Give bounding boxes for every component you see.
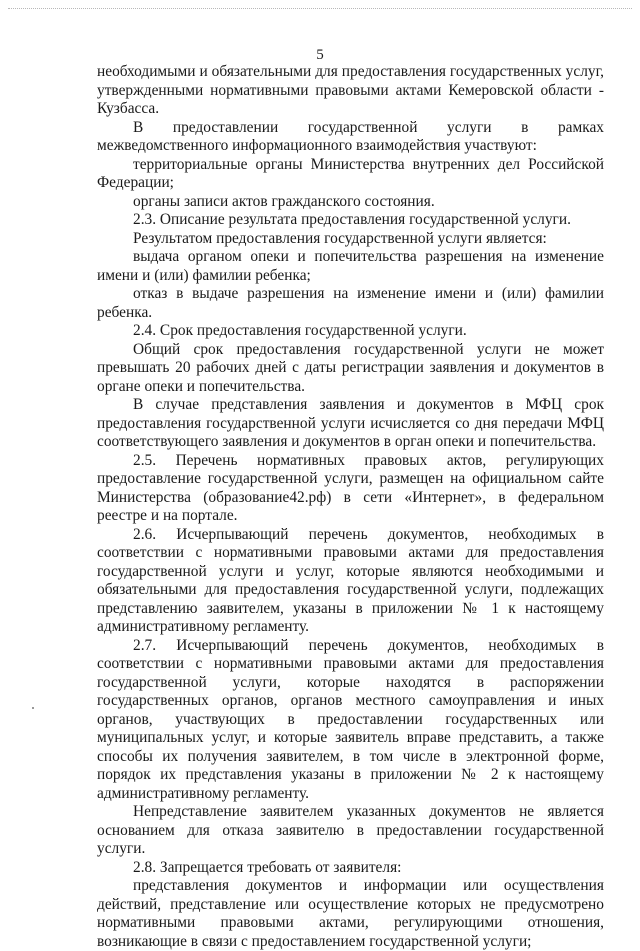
page-number: 5 [316,47,324,63]
list-item: территориальные органы Министерства внутренних дел Российской Федерации; [97,155,604,191]
paragraph: В предоставлении государственной услуги в рамках межведомственного информационного взаимодействия участвуют: [97,118,604,154]
scan-edge-artifact [8,8,632,10]
list-item: представления документов и информации или осуществления действий, представление или осуществление которых не предусмотрено нормативными правовыми актами, регулирующими отношения, возникающие в связи с предоставлением государственной услуги; [97,877,604,950]
paragraph: Результатом предоставления государственной услуги является: [133,229,547,247]
scan-speck [32,707,34,709]
section-heading: 2.8. Запрещается требовать от заявителя: [133,858,402,876]
paragraph: необходимыми и обязательными для предоставления государственных услуг, утвержденными нормативными правовыми актами Кемеровской области - Кузбасса. [97,63,604,117]
list-item: органы записи актов гражданского состояния. [133,192,435,210]
paragraph: Непредставление заявителем указанных документов не является основанием для отказа заявителю в предоставлении государственной услуги. [97,803,604,857]
paragraph: В случае представления заявления и документов в МФЦ срок предоставления государственной услуги исчисляется со дня передачи МФЦ соответствующего заявления и документов в орган опеки и попечительства. [97,396,604,450]
list-item: отказ в выдаче разрешения на изменение имени и (или) фамилии ребенка. [97,285,604,321]
section-paragraph: 2.5. Перечень нормативных правовых актов, регулирующих предоставление государственной услуги, размещен на официальном сайте Министерства (образование42.рф) в сети «Интернет», в федеральном реестре и на портале. [97,451,604,524]
paragraph: Общий срок предоставления государственной услуги не может превышать 20 рабочих дней с даты регистрации заявления и документов в органе опеки и попечительства. [97,340,604,395]
section-heading: 2.4. Срок предоставления государственной услуги. [133,322,467,339]
document-body [97,63,604,951]
section-paragraph: 2.7. Исчерпывающий перечень документов, необходимых в соответствии с нормативными правовыми актами для предоставления государственной услуги, которые находятся в распоряжении государственных органов, органов местного самоуправления и иных органов, участвующих в предоставлении государственных или муниципальных услуг, и которые заявитель вправе представить, а также способы их получения заявителем, в том числе в электронной форме, порядок их представления указаны в приложении № 2 к настоящему административному регламенту. [97,636,604,802]
list-item: выдача органом опеки и попечительства разрешения на изменение имени и (или) фамилии ребенка; [97,248,604,284]
section-heading: 2.3. Описание результата предоставления государственной услуги. [133,211,571,228]
section-paragraph: 2.6. Исчерпывающий перечень документов, необходимых в соответствии с нормативными правовыми актами для предоставления государственной услуги и услуг, которые являются необходимыми и обязательными для предоставления государственной услуги, подлежащих представлению заявителем, указаны в приложении № 1 к настоящему административному регламенту. [97,525,604,635]
